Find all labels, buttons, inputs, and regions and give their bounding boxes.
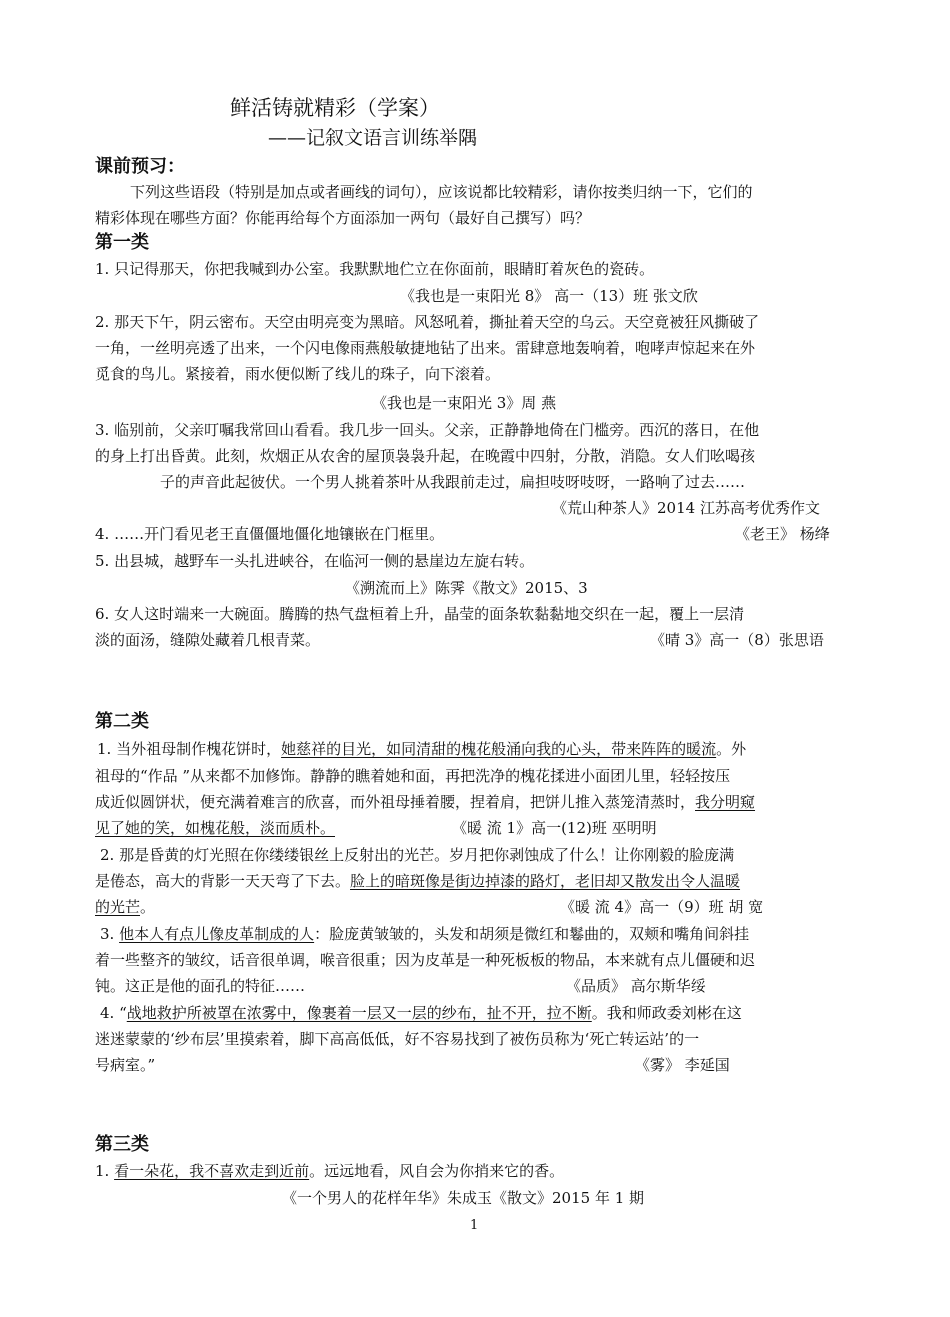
underlined-text: 见了她的笑，如槐花般，淡而质朴。: [95, 819, 336, 837]
paragraph-line: 一角，一丝明亮透了出来，一个闪电像雨燕般敏捷地钻了出来。雷肆意地轰响着，咆哮声惊起来在外: [95, 339, 756, 357]
underlined-text: 她慈祥的目光，如同清甜的槐花般涌向我的心头，带来阵阵的暖流: [281, 740, 717, 758]
paragraph-line: 1. 只记得那天，你把我喊到办公室。我默默地伫立在你面前，眼睛盯着灰色的瓷砖。: [95, 260, 655, 278]
preview-heading: 课前预习：: [95, 156, 185, 177]
plain-text: 。我和师政委刘彬在这: [591, 1004, 742, 1022]
paragraph-line: 子的声音此起彼伏。一个男人挑着茶叶从我跟前走过，扁担吱呀吱呀，一路响了过去……: [160, 473, 746, 491]
paragraph-line: 祖母的“作品 ”从来都不加修饰。静静的瞧着她和面，再把洗净的槐花揉进小面团儿里，轻轻按压: [95, 767, 731, 785]
underlined-text: 他本人有点儿像皮革制成的人: [119, 925, 315, 943]
plain-text: 4. “: [100, 1004, 127, 1022]
source-citation: 《品质》 高尔斯华绥: [566, 977, 706, 995]
paragraph-line: 觅食的鸟儿。紧接着，雨水便似断了线儿的珠子，向下滚着。: [95, 365, 501, 383]
paragraph-line: 2. 那天下午，阴云密布。天空由明亮变为黑暗。风怒吼着，撕扯着天空的乌云。天空竟被狂风撕破了: [95, 313, 760, 331]
source-citation: 《雾》 李延国: [635, 1056, 730, 1074]
paragraph-line: 着一些整齐的皱纹，话音很单调，喉音很重；因为皮革是一种死板板的物品，本来就有点儿僵硬和迟: [95, 951, 756, 969]
doc-title: 鲜活铸就精彩（学案）: [230, 96, 440, 120]
paragraph-line: 2. 那是昏黄的灯光照在你缕缕银丝上反射出的光芒。岁月把你剥蚀成了什么！让你刚毅的脸庞满: [100, 846, 735, 864]
plain-text: ：脸庞黄皱皱的，头发和胡须是微红和鬈曲的，双颊和嘴角间斜挂: [314, 925, 750, 943]
paragraph-line: [95, 792, 755, 812]
paragraph-line: [100, 924, 749, 944]
paragraph-line: [95, 871, 740, 891]
category-2-heading: 第二类: [95, 711, 149, 732]
plain-text: 1. 当外祖母制作槐花饼时，: [97, 740, 282, 758]
paragraph-line: 淡的面汤，缝隙处藏着几根青菜。: [95, 631, 321, 649]
source-citation: 《我也是一束阳光 8》 高一（13）班 张文欣: [400, 287, 698, 305]
paragraph-line: [97, 739, 746, 759]
underlined-text: 脸上的暗斑像是街边掉漆的路灯，老旧却又散发出令人温暖: [350, 872, 741, 890]
paragraph-line: [100, 1003, 742, 1023]
paragraph-line: [95, 1161, 564, 1181]
paragraph-line: 的身上打出昏黄。此刻，炊烟正从农舍的屋顶袅袅升起，在晚霞中四射，分散，消隐。女人们吆喝孩: [95, 447, 756, 465]
paragraph-line: 5. 出县城，越野车一头扎进峡谷，在临河一侧的悬崖边左旋右转。: [95, 552, 535, 570]
source-citation: 《荒山种茶人》2014 江苏高考优秀作文: [552, 499, 820, 517]
paragraph-line: 钝。这正是他的面孔的特征……: [95, 977, 306, 995]
source-citation: 《暖 流 4》高一（9）班 胡 宽: [560, 898, 764, 916]
source-citation: 《溯流而上》陈霁《散文》2015、3: [345, 579, 588, 597]
source-citation: 《一个男人的花样年华》朱成玉《散文》2015 年 1 期: [282, 1189, 645, 1207]
underlined-text: 我分明窥: [695, 793, 756, 811]
plain-text: 。远远地看，风自会为你捎来它的香。: [309, 1162, 565, 1180]
source-citation: 《晴 3》高一（8）张思语: [650, 631, 824, 649]
underlined-text: 战地救护所被罩在浓雾中，像裹着一层又一层的纱布，扯不开，拉不断: [126, 1004, 592, 1022]
source-citation: 《老王》 杨绛: [735, 525, 830, 543]
page-number: 1: [470, 1218, 479, 1233]
paragraph-line: 迷迷蒙蒙的‘纱布层’里摸索着，脚下高高低低，好不容易找到了被伤员称为‘死亡转运站’的一: [95, 1030, 700, 1048]
category-3-heading: 第三类: [95, 1134, 149, 1155]
paragraph-line: 4. ……开门看见老王直僵僵地僵化地镶嵌在门框里。: [95, 525, 445, 543]
plain-text: 1.: [95, 1162, 115, 1180]
plain-text: 成近似圆饼状，便充满着难言的欣喜，而外祖母捶着腰，捏着肩，把饼儿推入蒸笼清蒸时，: [95, 793, 696, 811]
plain-text: 是倦态，高大的背影一天天弯了下去。: [95, 872, 351, 890]
plain-text: 。: [140, 898, 156, 916]
plain-text: 。外: [716, 740, 747, 758]
paragraph-line: [95, 818, 335, 838]
paragraph-line: [95, 897, 155, 917]
paragraph-line: 号病室。”: [95, 1056, 156, 1074]
intro-line: 下列这些语段（特别是加点或者画线的词句），应该说都比较精彩，请你按类归纳一下，它们的: [130, 183, 753, 201]
category-1-heading: 第一类: [95, 232, 149, 253]
doc-subtitle: ——记叙文语言训练举隅: [268, 127, 478, 149]
underlined-text: 看一朵花，我不喜欢走到近前: [114, 1162, 310, 1180]
plain-text: 3.: [100, 925, 120, 943]
source-citation: 《暖 流 1》高一(12)班 巫明明: [452, 819, 657, 837]
paragraph-line: 6. 女人这时端来一大碗面。腾腾的热气盘桓着上升，晶莹的面条软黏黏地交织在一起，覆上一层清: [95, 605, 745, 623]
source-citation: 《我也是一束阳光 3》周 燕: [372, 394, 557, 412]
paragraph-line: 3. 临别前，父亲叮嘱我常回山看看。我几步一回头。父亲，正静静地倚在门槛旁。西沉的落日，在他: [95, 421, 760, 439]
intro-line: 精彩体现在哪些方面？你能再给每个方面添加一两句（最好自己撰写）吗？: [95, 209, 591, 227]
underlined-text: 的光芒: [95, 898, 141, 916]
